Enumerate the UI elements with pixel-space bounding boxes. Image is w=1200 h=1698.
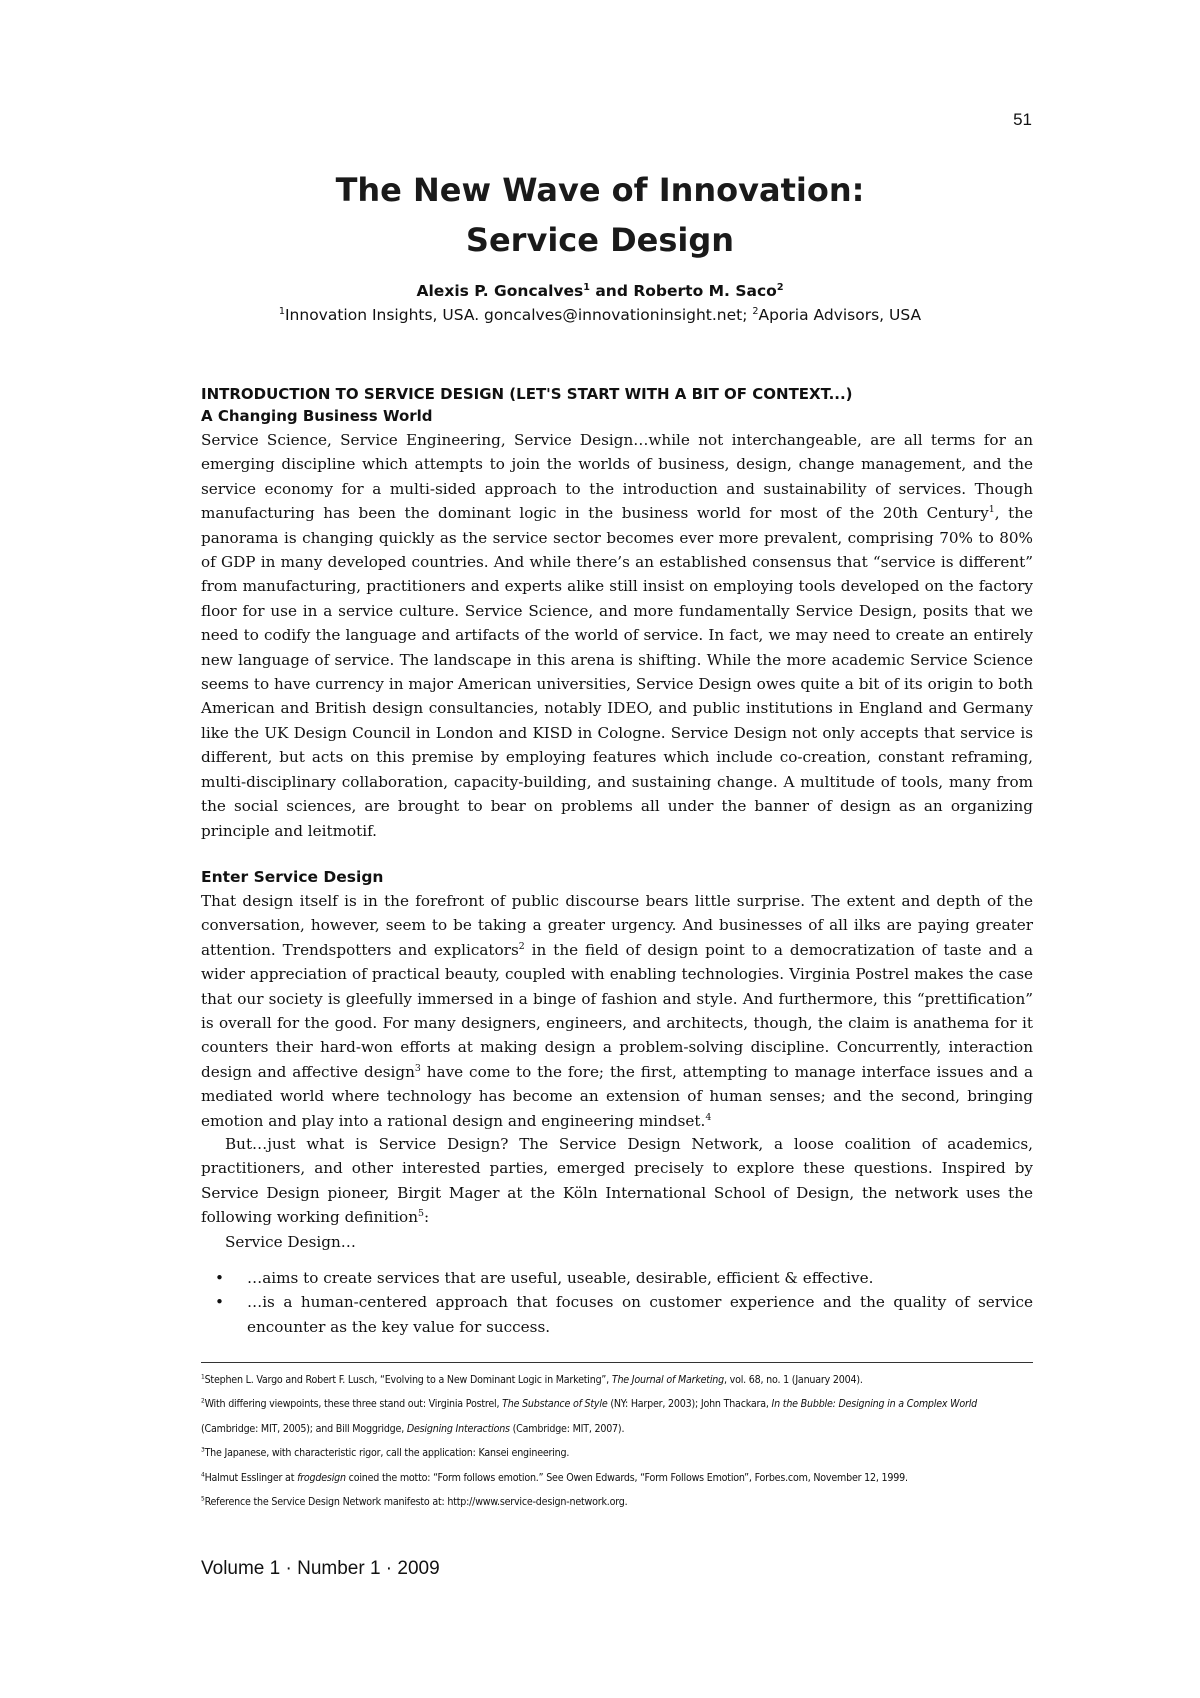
title-line-2: Service Design [465, 221, 735, 259]
footnote-text: The Japanese, with characteristic rigor, call the application: Kansei engineering. [204, 1447, 570, 1460]
footnote-number: 4 [201, 1470, 205, 1479]
list-item-text: …is a human-centered approach that focuses on customer experience and the quality of service encounter as the key value for success. [247, 1293, 1033, 1336]
footnote-divider [201, 1362, 1033, 1363]
section-heading: INTRODUCTION TO SERVICE DESIGN (LET'S START WITH A BIT OF CONTEXT...) [201, 385, 853, 403]
footnote-ref-4: 4 [705, 1111, 712, 1123]
list-item-text: …aims to create services that are useful, useable, desirable, efficient & effective. [247, 1269, 874, 1287]
title-line-1: The New Wave of Innovation: [335, 171, 865, 209]
paragraph-text: Service Science, Service Engineering, Service Design…while not interchangeable, are all terms for an emerging discipline which attempts to join the worlds of business, design, change management, and the service economy for a multi-sided approach to the introduction and sustainability of services. Though manufacturing has been the dominant logic in the business world for most of the 20th Century [201, 431, 1033, 523]
paragraph-text: in the field of design point to a democratization of taste and a wider appreciation of practical beauty, coupled with enabling technologies. Virginia Postrel makes the case that our society is gleefully immersed in a binge of fashion and style. And furthermore, this “prettification” is overall for the good. For many designers, engineers, and architects, though, the claim is anathema for it counters their hard-won efforts at making design a problem-solving discipline. Concurrently, interaction design and affective design [201, 940, 1034, 1081]
author-joiner: and [589, 282, 634, 300]
footnote-title: The Substance of Style [502, 1398, 608, 1411]
footnote-ref-5: 5 [417, 1208, 424, 1220]
author-2-affiliation-mark: 2 [776, 281, 784, 293]
paragraph-what-is-service-design [201, 1132, 1033, 1230]
footnote-text: Halmut Esslinger at [204, 1471, 298, 1484]
footnote-title: Designing Interactions [406, 1422, 510, 1435]
paragraph-text: , the panorama is changing quickly as the service sector becomes ever more prevalent, comprising 70% to 80% of GDP in many developed countries. And while there’s an established consensus that “service is different” from manufacturing, practitioners and experts alike still insist on employing tools developed on the factory floor for use in a service culture. Service Science, and more fundamentally Service Design, posits that we need to codify the language and artifacts of the world of service. In fact, we may need to create an entirely new language of service. The landscape in this arena is shifting. While the more academic Service Science seems to have currency in major American universities, Service Design owes quite a bit of its origin to both American and British design consultancies, notably IDEO, and public institutions in England and Germany like the UK Design Council in London and KISD in Cologne. Service Design not only accepts that service is different, but acts on this premise by employing features which include co-creation, constant reframing, multi-disciplinary collaboration, capacity-building, and sustaining change. A multitude of tools, many from the social sciences, are brought to bear on problems all under the banner of design as an organizing principle and leitmotif. [201, 504, 1033, 840]
footnote-number: 2 [201, 1396, 205, 1405]
footnote-number: 5 [201, 1494, 205, 1503]
affiliation-2: Aporia Advisors, USA [758, 306, 922, 324]
footnote-number: 1 [201, 1372, 205, 1381]
paragraph-text: have come to the fore; the first, attempting to manage interface issues and a mediated world where technology has become an extension of human senses; and the second, bringing emotion and play into a rational design and engineering mindset. [201, 1062, 1033, 1130]
footnote-4 [201, 1466, 1033, 1490]
footnote-text: (Cambridge: MIT, 2005); and Bill Moggridge, [201, 1422, 407, 1435]
affiliation-2-mark: 2 [752, 305, 759, 317]
footnote-text: (Cambridge: MIT, 2007). [509, 1422, 625, 1435]
footnote-text: (NY: Harper, 2003); John Thackara, [607, 1398, 772, 1411]
bullet-icon: • [215, 1293, 224, 1312]
list-item [201, 1290, 1033, 1339]
author-2: Roberto M. Saco [633, 282, 777, 300]
subheading-changing-business-world: A Changing Business World [201, 407, 433, 425]
paragraph-text: That design itself is in the forefront of public discourse bears little surprise. The extent and depth of the conversation, however, seem to be taking a greater urgency. And businesses of all ilks are paying greater attention. Trendspotters and explicators [201, 892, 1033, 959]
footnote-ref-2: 2 [518, 940, 525, 952]
footnote-text: Reference the Service Design Network manifesto at: http://www.service-design-network.org. [204, 1496, 628, 1509]
journal-volume-footer: Volume 1 · Number 1 · 2009 [201, 1558, 440, 1579]
author-line [0, 282, 1200, 300]
footnote-text: , vol. 68, no. 1 (January 2004). [723, 1374, 863, 1386]
footnote-ref-1: 1 [988, 504, 995, 516]
footnotes [201, 1368, 1033, 1514]
footnote-1 [201, 1368, 1033, 1392]
footnote-text: coined the motto: “Form follows emotion.” See Owen Edwards, “Form Follows Emotion”, Forbes.com, November 12, 1999. [345, 1471, 908, 1484]
footnote-title: The Journal of Marketing [611, 1374, 724, 1386]
paragraph-changing-business-world [201, 428, 1033, 843]
footnote-title: In the Bubble: Designing in a Complex World [771, 1398, 978, 1411]
paragraph-text: : [423, 1208, 430, 1227]
paragraph-text: But…just what is Service Design? The Service Design Network, a loose coalition of academics, practitioners, and other interested parties, emerged precisely to explore these questions. Inspired by Service Design pioneer, Birgit Mager at the Köln International School of Design, the network uses the following working definition [201, 1135, 1033, 1227]
footnote-text: Stephen L. Vargo and Robert F. Lusch, “Evolving to a New Dominant Logic in Marketing”, [204, 1374, 612, 1386]
author-1: Alexis P. Goncalves [416, 282, 584, 300]
author-1-affiliation-mark: 1 [583, 281, 590, 293]
page-number: 51 [1013, 110, 1032, 129]
list-item [201, 1266, 1033, 1290]
footnote-3 [201, 1441, 1033, 1465]
footnote-title: frogdesign [297, 1471, 346, 1484]
subheading-enter-service-design: Enter Service Design [201, 868, 384, 886]
footnote-number: 3 [201, 1445, 205, 1454]
definition-list [201, 1266, 1033, 1339]
article-title [0, 165, 1200, 265]
footnote-2 [201, 1392, 1033, 1441]
footnote-ref-3: 3 [414, 1062, 421, 1074]
footnote-text: With differing viewpoints, these three stand out: Virginia Postrel, [204, 1398, 503, 1411]
affiliation-line [0, 306, 1200, 324]
definition-lead: Service Design… [225, 1233, 356, 1251]
affiliation-1-mark: 1 [278, 305, 285, 317]
bullet-icon: • [215, 1269, 224, 1287]
footnote-5 [201, 1490, 1033, 1514]
paragraph-enter-service-design [201, 889, 1033, 1133]
affiliation-1: Innovation Insights, USA. goncalves@innovationinsight.net; [284, 306, 753, 324]
